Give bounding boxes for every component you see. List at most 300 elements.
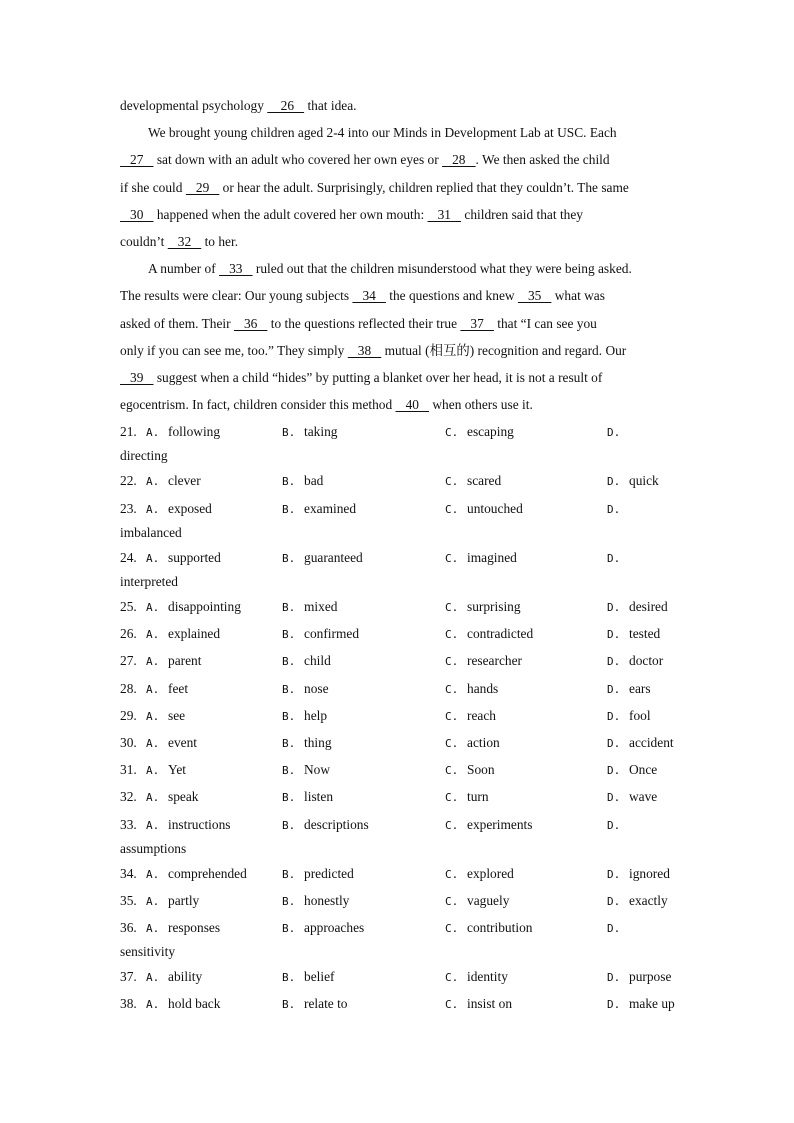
option-text: ability	[168, 969, 203, 985]
option-text: belief	[304, 969, 335, 985]
passage-text: A number of	[148, 261, 220, 277]
option-text: identity	[467, 969, 508, 985]
passage-line	[120, 391, 676, 418]
question-row	[120, 756, 676, 783]
option-text: following	[168, 424, 221, 440]
option-letter: C.	[445, 818, 459, 832]
blank-36[interactable]: 36	[233, 315, 268, 331]
question-row	[120, 860, 676, 887]
question-item	[120, 914, 676, 963]
question-item	[120, 887, 676, 914]
question-item	[120, 990, 676, 1017]
question-item	[120, 495, 676, 544]
option-text: untouched	[467, 500, 523, 516]
question-row	[120, 702, 676, 729]
option-letter: D.	[607, 971, 621, 985]
question-item	[120, 783, 676, 810]
question-row	[120, 729, 676, 756]
option-text: event	[168, 734, 197, 750]
question-number: 27.	[120, 653, 137, 669]
option-letter: B.	[282, 475, 296, 489]
passage-text: couldn’t	[120, 233, 168, 249]
option-letter: D.	[607, 655, 621, 669]
option-text: Yet	[168, 762, 186, 778]
blank-34[interactable]: 34	[352, 288, 386, 304]
option-letter: D.	[607, 502, 621, 516]
option-text: partly	[168, 892, 200, 908]
option-text: Once	[629, 762, 658, 778]
option-b[interactable]	[282, 620, 359, 648]
question-number: 25.	[120, 599, 137, 614]
passage-text: when others use it.	[429, 397, 533, 413]
option-text: fool	[629, 707, 651, 723]
option-letter: B.	[282, 655, 296, 669]
passage-text: . We then asked the child	[475, 152, 610, 168]
option-letter: B.	[282, 628, 296, 642]
passage-line	[120, 174, 676, 201]
option-d[interactable]	[607, 544, 629, 572]
option-letter: C.	[445, 709, 459, 723]
option-b[interactable]	[282, 811, 369, 839]
question-number: 35.	[120, 892, 137, 908]
option-b[interactable]	[282, 702, 327, 730]
question-row	[120, 963, 676, 990]
option-letter: D.	[607, 736, 621, 750]
option-text: contribution	[467, 920, 533, 936]
option-text: clever	[168, 473, 201, 489]
question-number: 23.	[120, 500, 137, 516]
passage-text: sat down with an adult who covered her own eyes or	[153, 152, 443, 168]
blank-33[interactable]: 33	[219, 261, 253, 277]
option-text: Soon	[467, 762, 495, 778]
question-number: 22.	[120, 473, 137, 489]
option-letter: B.	[282, 894, 296, 908]
option-b[interactable]	[282, 593, 337, 621]
passage-text: to her.	[201, 233, 239, 249]
question-number: 38.	[120, 996, 137, 1012]
option-letter: B.	[282, 502, 296, 516]
option-text: instructions	[168, 816, 231, 832]
option-d[interactable]	[607, 729, 674, 757]
option-text: experiments	[467, 816, 533, 832]
option-c[interactable]	[445, 887, 509, 915]
option-letter: B.	[282, 682, 296, 696]
option-text: surprising	[467, 599, 521, 614]
question-row	[120, 675, 676, 702]
option-text: comprehended	[168, 865, 247, 881]
question-row	[120, 544, 676, 571]
option-b[interactable]	[282, 495, 356, 523]
question-number: 29.	[120, 707, 137, 723]
question-row	[120, 811, 676, 838]
option-text: scared	[467, 473, 502, 489]
option-a[interactable]	[120, 963, 202, 991]
option-letter: A.	[146, 475, 160, 489]
blank-39[interactable]: 39	[120, 369, 154, 385]
option-d[interactable]	[607, 467, 659, 495]
option-text: supported	[168, 549, 221, 565]
option-letter: D.	[607, 601, 621, 614]
option-text: hands	[467, 680, 499, 696]
option-letter: B.	[282, 818, 296, 832]
option-d[interactable]	[607, 647, 663, 675]
option-letter: A.	[146, 818, 160, 832]
question-item	[120, 418, 676, 467]
option-letter: A.	[146, 894, 160, 908]
option-text: bad	[304, 473, 324, 489]
option-letter: B.	[282, 551, 296, 565]
option-letter: A.	[146, 655, 160, 669]
passage-text: suggest when a child “hides” by putting a blanket over her head, it is not a result of	[153, 369, 603, 385]
option-text: wave	[629, 789, 658, 805]
passage-text: or hear the adult. Surprisingly, children replied that they couldn’t. The same	[219, 179, 629, 195]
option-d[interactable]	[607, 593, 668, 621]
blank-28[interactable]: 28	[442, 152, 476, 168]
option-text: responses	[168, 920, 221, 936]
option-letter: B.	[282, 736, 296, 750]
passage-line	[120, 337, 676, 364]
option-c[interactable]	[445, 860, 514, 888]
option-text: see	[168, 707, 186, 723]
blank-26[interactable]: 26	[267, 98, 305, 113]
question-row	[120, 620, 676, 647]
option-text: accident	[629, 734, 674, 750]
question-item	[120, 544, 676, 593]
option-letter: C.	[445, 971, 459, 985]
option-text: exactly	[629, 892, 668, 908]
question-number: 21.	[120, 424, 137, 440]
option-letter: B.	[282, 601, 296, 614]
option-d-wrapped-text: interpreted	[120, 574, 178, 589]
option-letter: A.	[146, 628, 160, 642]
option-a[interactable]	[120, 467, 201, 495]
option-letter: B.	[282, 764, 296, 778]
question-row	[120, 593, 676, 620]
question-item	[120, 593, 676, 620]
blank-38[interactable]: 38	[347, 342, 382, 358]
passage-text: that idea.	[304, 98, 357, 113]
option-text: child	[304, 653, 331, 669]
option-text: insist on	[467, 996, 513, 1012]
option-letter: C.	[445, 998, 459, 1012]
option-letter: A.	[146, 601, 160, 614]
option-letter: C.	[445, 601, 459, 614]
question-item	[120, 675, 676, 702]
option-a[interactable]	[120, 811, 231, 839]
option-d[interactable]	[607, 783, 657, 811]
option-text: Now	[304, 762, 331, 778]
option-text: reach	[467, 707, 496, 723]
passage-line	[120, 255, 676, 282]
option-c[interactable]	[445, 620, 533, 648]
question-number: 30.	[120, 734, 137, 750]
option-letter: A.	[146, 764, 160, 778]
option-letter: A.	[146, 736, 160, 750]
passage-text: children said that they	[461, 206, 583, 222]
option-text: action	[467, 734, 500, 750]
option-text: escaping	[467, 424, 514, 440]
option-d[interactable]	[607, 675, 651, 703]
cloze-passage	[120, 92, 676, 418]
passage-text: the questions and knew	[385, 288, 518, 304]
option-a[interactable]	[120, 593, 241, 621]
option-letter: B.	[282, 971, 296, 985]
option-letter: A.	[146, 922, 160, 936]
option-letter: D.	[607, 791, 621, 805]
option-text: contradicted	[467, 626, 534, 642]
option-b[interactable]	[282, 860, 354, 888]
option-a[interactable]	[120, 729, 197, 757]
option-b[interactable]	[282, 418, 337, 446]
option-text: mixed	[304, 599, 338, 614]
blank-31[interactable]: 31	[427, 206, 462, 222]
option-letter: C.	[445, 655, 459, 669]
option-c[interactable]	[445, 783, 489, 811]
option-b[interactable]	[282, 729, 332, 757]
passage-line	[120, 146, 676, 173]
option-c[interactable]	[445, 756, 495, 784]
option-c[interactable]	[445, 593, 521, 621]
question-number: 32.	[120, 789, 137, 805]
option-letter: B.	[282, 426, 296, 440]
option-text: taking	[304, 424, 338, 440]
option-letter: D.	[607, 894, 621, 908]
option-a[interactable]	[120, 756, 186, 784]
option-text: examined	[304, 500, 357, 516]
option-letter: A.	[146, 971, 160, 985]
option-text: explored	[467, 865, 514, 881]
option-a[interactable]	[120, 544, 221, 572]
option-letter: B.	[282, 922, 296, 936]
option-c[interactable]	[445, 729, 500, 757]
option-b[interactable]	[282, 963, 334, 991]
option-a[interactable]	[120, 860, 247, 888]
option-d[interactable]	[607, 887, 668, 915]
blank-35[interactable]: 35	[517, 288, 552, 304]
option-letter: D.	[607, 628, 621, 642]
option-a[interactable]	[120, 914, 220, 942]
passage-line	[120, 282, 676, 309]
question-number: 24.	[120, 549, 137, 565]
passage-line	[120, 228, 676, 255]
blank-40[interactable]: 40	[395, 397, 430, 413]
passage-text: happened when the adult covered her own mouth:	[153, 206, 428, 222]
option-b[interactable]	[282, 887, 349, 915]
option-letter: D.	[607, 764, 621, 778]
option-letter: A.	[146, 709, 160, 723]
option-text: disappointing	[168, 599, 241, 614]
option-a[interactable]	[120, 990, 220, 1018]
option-b[interactable]	[282, 783, 333, 811]
option-text: hold back	[168, 996, 221, 1012]
option-letter: C.	[445, 867, 459, 881]
question-list	[120, 418, 676, 1017]
passage-text: We brought young children aged 2-4 into our Minds in Development Lab at USC. Each	[148, 125, 617, 141]
option-text: honestly	[304, 892, 350, 908]
option-b[interactable]	[282, 675, 329, 703]
option-d-wrapped-text: sensitivity	[120, 944, 176, 960]
option-text: purpose	[629, 969, 672, 985]
option-letter: C.	[445, 791, 459, 805]
question-item	[120, 702, 676, 729]
option-d[interactable]	[607, 860, 670, 888]
option-letter: A.	[146, 998, 160, 1012]
question-number: 36.	[120, 920, 137, 936]
option-text: exposed	[168, 500, 212, 516]
option-d[interactable]	[607, 963, 671, 991]
option-text: quick	[629, 473, 659, 489]
option-letter: C.	[445, 736, 459, 750]
option-text: approaches	[304, 920, 365, 936]
question-item	[120, 467, 676, 494]
question-item	[120, 860, 676, 887]
option-a[interactable]	[120, 495, 212, 523]
passage-text: asked of them. Their	[120, 315, 234, 331]
option-letter: D.	[607, 818, 621, 832]
option-d[interactable]	[607, 914, 629, 942]
option-d[interactable]	[607, 620, 660, 648]
option-text: vaguely	[467, 892, 510, 908]
option-a[interactable]	[120, 783, 199, 811]
option-a[interactable]	[120, 675, 188, 703]
blank-32[interactable]: 32	[167, 233, 202, 249]
passage-text: that “I can see you	[493, 315, 597, 331]
option-c[interactable]	[445, 647, 522, 675]
question-row	[120, 990, 676, 1017]
option-letter: C.	[445, 426, 459, 440]
option-letter: D.	[607, 867, 621, 881]
option-letter: B.	[282, 791, 296, 805]
option-c[interactable]	[445, 963, 508, 991]
passage-text: mutual (相互的) recognition and regard. Our	[381, 342, 627, 358]
option-letter: D.	[607, 551, 621, 565]
option-b[interactable]	[282, 914, 364, 942]
option-text: ears	[629, 680, 651, 696]
option-c[interactable]	[445, 811, 532, 839]
option-letter: A.	[146, 867, 160, 881]
option-letter: C.	[445, 628, 459, 642]
option-d[interactable]	[607, 418, 629, 446]
passage-text: what was	[551, 288, 605, 304]
passage-text: to the questions reflected their true	[267, 315, 461, 331]
option-d-wrapped-text: directing	[120, 448, 168, 464]
option-b[interactable]	[282, 647, 331, 675]
option-c[interactable]	[445, 544, 517, 572]
option-c[interactable]	[445, 702, 496, 730]
option-a[interactable]	[120, 418, 220, 446]
option-d[interactable]	[607, 756, 657, 784]
option-text: explained	[168, 626, 221, 642]
option-text: make up	[629, 996, 675, 1012]
passage-text: if she could	[120, 179, 186, 195]
option-d[interactable]	[607, 990, 675, 1018]
question-row	[120, 647, 676, 674]
question-row	[120, 467, 676, 494]
passage-line	[120, 92, 676, 119]
question-row	[120, 495, 676, 522]
option-b[interactable]	[282, 544, 363, 572]
option-d[interactable]	[607, 495, 629, 523]
option-b[interactable]	[282, 990, 348, 1018]
option-letter: C.	[445, 502, 459, 516]
option-text: imagined	[467, 549, 517, 565]
option-letter: D.	[607, 682, 621, 696]
option-b[interactable]	[282, 467, 323, 495]
question-item	[120, 620, 676, 647]
option-text: researcher	[467, 653, 523, 669]
question-row	[120, 914, 676, 941]
option-text: parent	[168, 653, 202, 669]
question-item	[120, 963, 676, 990]
option-letter: C.	[445, 682, 459, 696]
option-d[interactable]	[607, 702, 651, 730]
option-d-wrapped-text: assumptions	[120, 840, 187, 856]
blank-37[interactable]: 37	[460, 315, 494, 331]
option-c[interactable]	[445, 990, 512, 1018]
option-text: nose	[304, 680, 329, 696]
option-letter: B.	[282, 709, 296, 723]
option-a[interactable]	[120, 620, 220, 648]
option-letter: A.	[146, 551, 160, 565]
blank-29[interactable]: 29	[185, 179, 220, 195]
passage-text: developmental psychology	[120, 98, 268, 113]
option-text: predicted	[304, 865, 354, 881]
option-letter: D.	[607, 709, 621, 723]
option-a[interactable]	[120, 702, 185, 730]
question-number: 33.	[120, 816, 137, 832]
option-text: descriptions	[304, 816, 369, 832]
question-number: 28.	[120, 680, 137, 696]
option-letter: D.	[607, 475, 621, 489]
passage-text: The results were clear: Our young subjects	[120, 288, 353, 304]
option-c[interactable]	[445, 675, 498, 703]
passage-text: only if you can see me, too.” They simply	[120, 342, 348, 358]
question-number: 26.	[120, 626, 137, 642]
option-text: ignored	[629, 865, 670, 881]
option-text: guaranteed	[304, 549, 363, 565]
option-letter: B.	[282, 998, 296, 1012]
blank-27[interactable]: 27	[120, 152, 154, 168]
option-text: confirmed	[304, 626, 360, 642]
question-number: 31.	[120, 762, 137, 778]
option-c[interactable]	[445, 914, 532, 942]
option-text: doctor	[629, 653, 664, 669]
option-letter: D.	[607, 922, 621, 936]
option-letter: C.	[445, 764, 459, 778]
option-a[interactable]	[120, 647, 201, 675]
option-letter: D.	[607, 426, 621, 440]
passage-line	[120, 364, 676, 391]
question-item	[120, 811, 676, 860]
option-c[interactable]	[445, 467, 501, 495]
option-b[interactable]	[282, 756, 330, 784]
passage-line	[120, 119, 676, 146]
option-text: thing	[304, 734, 332, 750]
question-item	[120, 647, 676, 674]
option-letter: A.	[146, 791, 160, 805]
option-d[interactable]	[607, 811, 629, 839]
option-letter: A.	[146, 502, 160, 516]
option-text: tested	[629, 626, 661, 642]
option-letter: B.	[282, 867, 296, 881]
blank-30[interactable]: 30	[120, 206, 154, 222]
option-c[interactable]	[445, 418, 514, 446]
exam-page	[120, 92, 676, 1018]
option-c[interactable]	[445, 495, 523, 523]
option-letter: A.	[146, 426, 160, 440]
option-text: relate to	[304, 996, 348, 1012]
option-a[interactable]	[120, 887, 199, 915]
